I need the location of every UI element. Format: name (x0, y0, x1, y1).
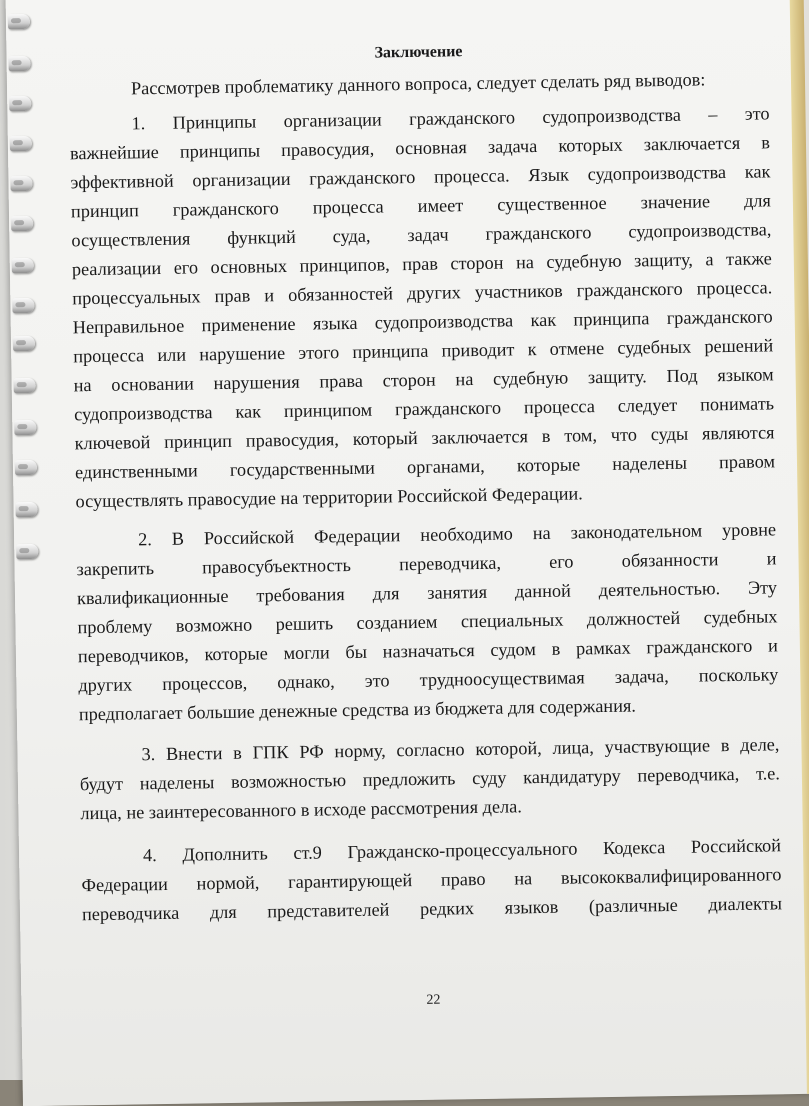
spiral-binding (6, 0, 53, 1076)
binding-ring (13, 336, 35, 351)
binding-ring (10, 176, 32, 191)
intro-paragraph (69, 64, 769, 104)
text-line: закрепить правосубъектность переводчика, его обязанности и (76, 548, 777, 580)
text-line: судопроизводства как принципом гражданского процесса следует понимать (73, 393, 775, 425)
text-line: принцип гражданского процесса имеет существенное значение для (70, 190, 772, 222)
binding-ring (10, 136, 32, 151)
document-page (6, 0, 809, 1106)
text-line: 3. Внести в ГПК РФ норму, согласно которой, лица, участвующие в деле, (141, 734, 780, 765)
conclusion-point-2 (76, 515, 779, 729)
text-line: реализации его основных принципов, прав сторон на судебную защиту, а также (71, 248, 772, 280)
text-line: переводчиков, которые могли бы назначаться судом в рамках гражданского и (77, 635, 779, 667)
page-number: 22 (426, 992, 441, 1008)
text-line: Рассмотрев проблематику данного вопроса, следует сделать ряд выводов: (130, 69, 706, 99)
text-line: осуществлять правосудие на территории Российской Федерации. (75, 483, 583, 512)
text-line: проблему возможно решить созданием специальных должностей судебных (77, 606, 778, 638)
conclusion-point-4 (81, 831, 782, 929)
text-line: других процессов, однако, это трудноосуществимая задача, поскольку (78, 664, 779, 696)
text-line: на основании нарушения права сторон на судебную защиту. Под языком (73, 364, 774, 396)
binding-ring (11, 216, 33, 231)
binding-ring (8, 14, 30, 29)
text-line: важнейшие принципы правосудия, основная задача которых заключается в (69, 132, 771, 164)
text-line: процессуальных прав и обязанностей других участников гражданского процесса. (72, 277, 773, 309)
text-line: предполагает большие денежные средства из бюджета для содержания. (78, 695, 637, 725)
text-line: Федерации нормой, гарантирующей право на высококвалифицированного (81, 864, 782, 896)
binding-ring (16, 544, 38, 559)
conclusion-point-1 (69, 99, 775, 516)
text-line: будут наделены возможностью предложить суду кандидатуру переводчика, т.е. (79, 763, 781, 795)
text-line: ключевой принцип правосудия, который заключается в том, что суды являются (74, 422, 775, 454)
binding-ring (14, 420, 36, 435)
text-line: 4. Дополнить ст.9 Гражданско-процессуального Кодекса Российской (142, 835, 782, 866)
binding-ring (12, 258, 34, 273)
text-line: процесса или нарушение этого принципа приводит к отмене судебных решений (73, 335, 774, 367)
text-line: 2. В Российской Федерации необходимо на законодательном уровне (137, 519, 777, 550)
text-line: квалификационные требования для занятия данной деятельностью. Эту (76, 577, 778, 609)
page-title: Заключение (374, 43, 463, 62)
text-line: эффективной организации гражданского процесса. Язык судопроизводства как (70, 161, 771, 193)
conclusion-point-3 (79, 730, 780, 828)
text-line: единственными государственными органами, которые наделены правом (74, 451, 776, 483)
binding-ring (16, 502, 38, 517)
text-line: осуществления функций суда, задач гражданского судопроизводства, (71, 219, 772, 251)
binding-ring (9, 56, 31, 71)
text-line: Неправильное применение языка судопроизводства как принципа гражданского (72, 306, 773, 338)
binding-ring (9, 96, 31, 111)
page-content (68, 36, 783, 1008)
binding-ring (14, 378, 36, 393)
text-line: лица, не заинтересованного в исходе рассмотрения дела. (80, 796, 522, 824)
text-line: переводчика для представителей редких языков (различные диалекты (81, 893, 783, 925)
next-page-edge (789, 0, 809, 1094)
binding-ring (15, 460, 37, 475)
binding-ring (12, 298, 34, 313)
text-line: 1. Принципы организации гражданского судопроизводства – это (131, 103, 770, 134)
